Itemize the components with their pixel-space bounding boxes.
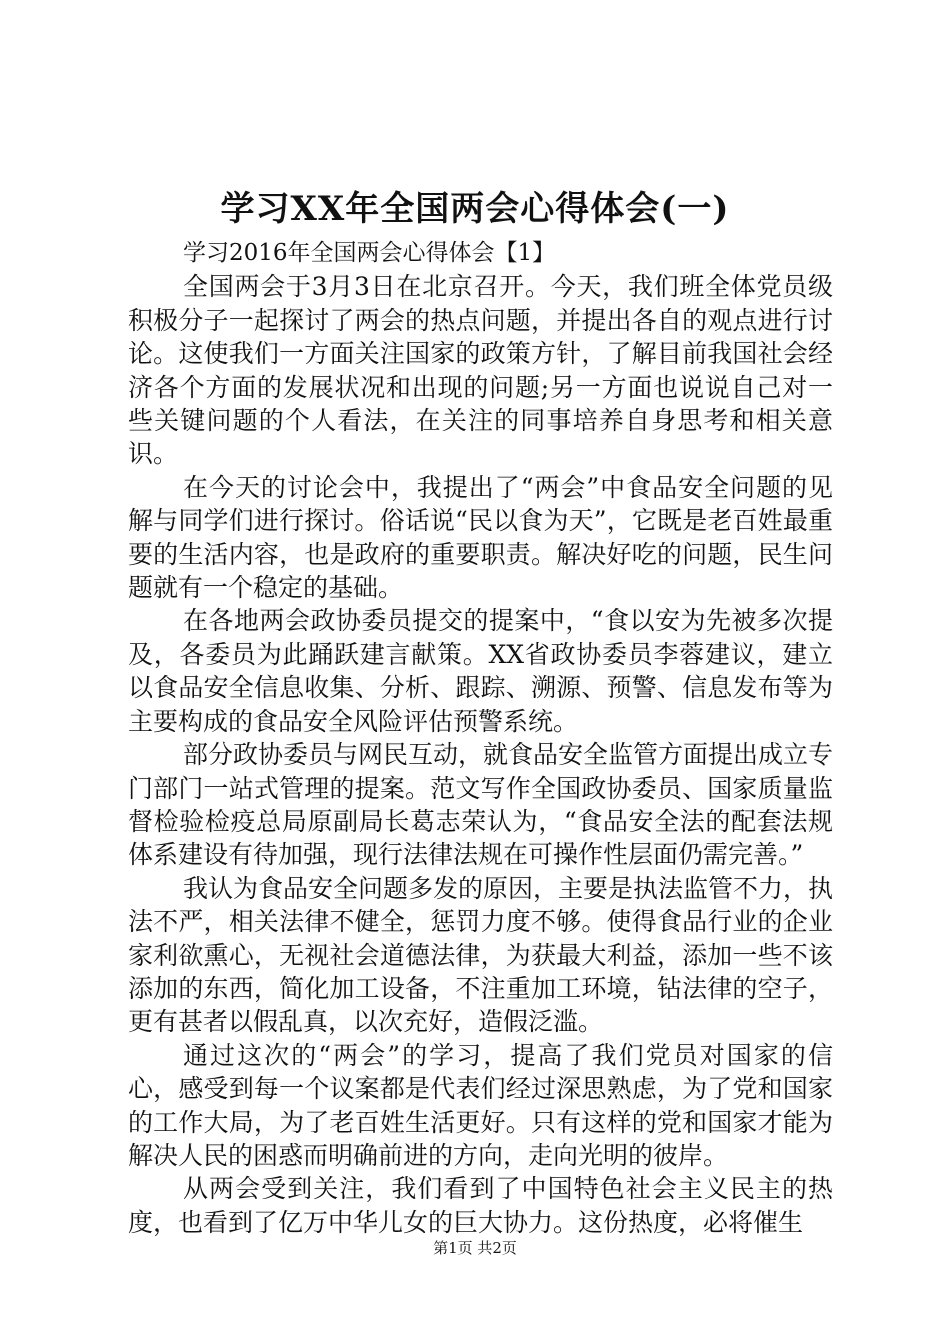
- paragraph-6: 通过这次的“两会”的学习，提高了我们党员对国家的信心，感受到每一个议案都是代表们经过深思熟虑，为了党和国家的工作大局，为了老百姓生活更好。只有这样的党和国家才能为解决人民的困惑而明确前进的方向，走向光明的彼岸。: [128, 1040, 833, 1170]
- paragraph-2: 在今天的讨论会中，我提出了“两会”中食品安全问题的见解与同学们进行探讨。俗话说“民以食为天”，它既是老百姓最重要的生活内容，也是政府的重要职责。解决好吃的问题，民生问题就有一个稳定的基础。: [128, 472, 833, 603]
- paragraph-5: 我认为食品安全问题多发的原因，主要是执法监管不力，执法不严，相关法律不健全，惩罚力度不够。使得食品行业的企业家利欲熏心，无视社会道德法律，为获最大利益，添加一些不该添加的东西，简化加工设备，不注重加工环境，钻法律的空子，更有甚者以假乱真，以次充好，造假泛滥。: [128, 873, 834, 1037]
- document-body: [128, 237, 833, 1239]
- section-subheading: 学习2016年全国两会心得体会【1】: [183, 240, 556, 266]
- paragraph-1: 全国两会于3月3日在北京召开。今天，我们班全体党员级积极分子一起探讨了两会的热点问题，并提出各自的观点进行讨论。这使我们一方面关注国家的政策方针，了解目前我国社会经济各个方面的发展状况和出现的问题;另一方面也说说自己对一些关键问题的个人看法，在关注的同事培养自身思考和相关意识。: [128, 272, 833, 469]
- paragraph-7: 从两会受到关注，我们看到了中国特色社会主义民主的热度，也看到了亿万中华儿女的巨大协力。这份热度，必将催生: [128, 1174, 833, 1237]
- paragraph-4: 部分政协委员与网民互动，就食品安全监管方面提出成立专门部门一站式管理的提案。范文写作全国政协委员、国家质量监督检验检疫总局原副局长葛志荣认为，“食品安全法的配套法规体系建设有待加强，现行法律法规在可操作性层面仍需完善。”: [128, 740, 834, 870]
- page-title: 学习XX年全国两会心得体会(一): [220, 189, 730, 229]
- page-number-footer: 第1页 共2页: [433, 1239, 517, 1257]
- paragraph-3: 在各地两会政协委员提交的提案中，“食以安为先被多次提及，各委员为此踊跃建言献策。XX省政协委员李蓉建议，建立以食品安全信息收集、分析、跟踪、溯源、预警、信息发布等为主要构成的食品安全风险评估预警系统。: [128, 606, 833, 736]
